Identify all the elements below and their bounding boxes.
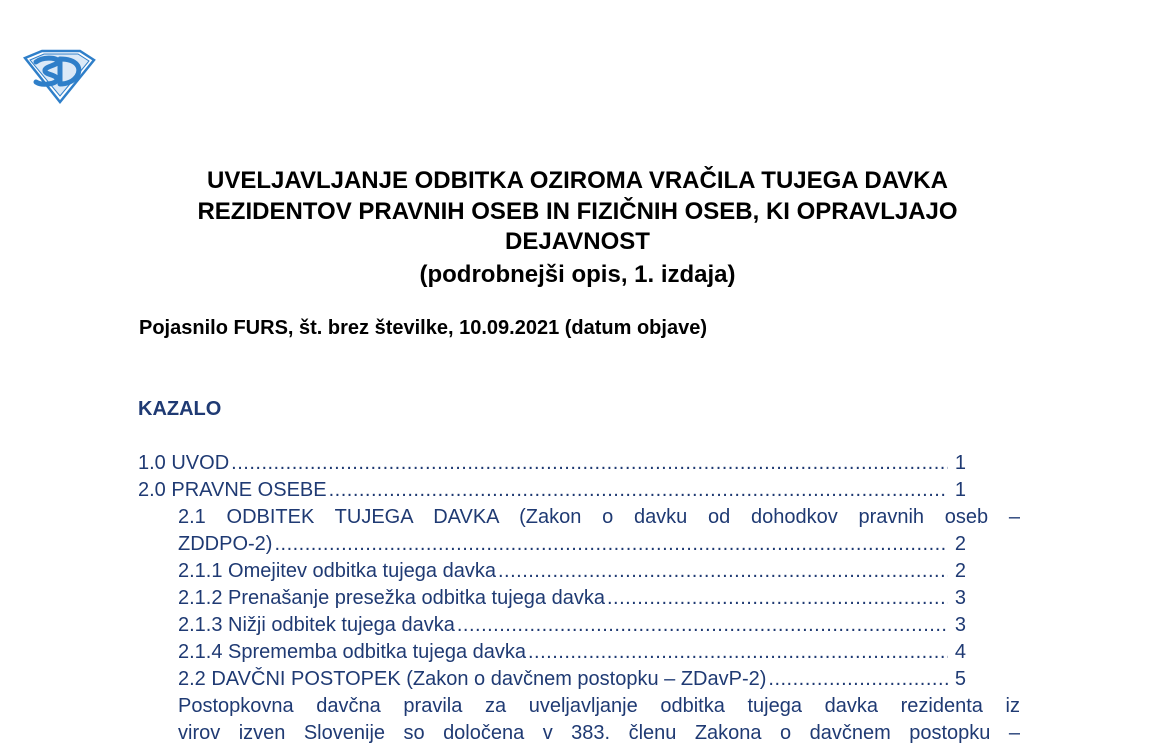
toc-entry-label[interactable]: 2.2 DAVČNI POSTOPEK (Zakon o davčnem postopku – ZDavP-2) <box>178 668 767 690</box>
toc-entry-first-line[interactable]: 2.1 ODBITEK TUJEGA DAVKA (Zakon o davku od dohodkov pravnih oseb – <box>178 506 1020 528</box>
table-of-contents <box>138 450 1020 693</box>
toc-leader-dots <box>528 639 948 666</box>
toc-entry[interactable] <box>138 639 966 666</box>
title-line: DEJAVNOST <box>505 228 650 255</box>
toc-entry[interactable] <box>138 585 966 612</box>
toc-entry-label[interactable]: 2.0 PRAVNE OSEBE <box>138 479 327 501</box>
toc-leader-dots <box>329 477 948 504</box>
toc-page-number: 2 <box>954 533 966 555</box>
toc-entry-label[interactable]: 2.1.1 Omejitev odbitka tujega davka <box>178 560 496 582</box>
toc-leader-dots <box>231 450 948 477</box>
toc-page-number: 5 <box>954 668 966 690</box>
toc-leader-dots <box>457 612 948 639</box>
title-line: REZIDENTOV PRAVNIH OSEB IN FIZIČNIH OSEB, KI OPRAVLJAJO <box>197 197 958 225</box>
toc-page-number: 1 <box>954 452 966 474</box>
toc-entry-label[interactable]: 2.1.2 Prenašanje presežka odbitka tujega davka <box>178 587 605 609</box>
toc-leader-dots <box>768 666 948 693</box>
toc-page-number: 2 <box>954 560 966 582</box>
paragraph-line: virov izven Slovenije so določena v 383. členu Zakona o davčnem postopku – <box>178 722 1020 744</box>
toc-entry[interactable] <box>138 666 966 693</box>
toc-page-number: 1 <box>954 479 966 501</box>
document-title <box>0 166 1156 290</box>
toc-entry[interactable] <box>138 531 966 558</box>
document-subtitle: (podrobnejši opis, 1. izdaja) <box>419 260 736 288</box>
toc-leader-dots <box>274 531 948 558</box>
toc-page-number: 4 <box>954 641 966 663</box>
toc-entry[interactable] <box>138 612 966 639</box>
sd-shield-logo-icon <box>22 48 96 104</box>
toc-leader-dots <box>607 585 948 612</box>
toc-entry-label[interactable]: ZDDPO-2) <box>178 533 273 555</box>
toc-entry[interactable] <box>138 450 966 477</box>
toc-entry-label[interactable]: 2.1.3 Nižji odbitek tujega davka <box>178 614 455 636</box>
toc-heading: KAZALO <box>138 398 222 420</box>
toc-page-number: 3 <box>954 614 966 636</box>
toc-description-paragraph <box>178 693 1020 747</box>
toc-entry-label[interactable]: 2.1.4 Sprememba odbitka tujega davka <box>178 641 526 663</box>
toc-entry[interactable] <box>138 477 966 504</box>
paragraph-line: Postopkovna davčna pravila za uveljavljanje odbitka tujega davka rezidenta iz <box>178 695 1020 717</box>
toc-entry[interactable] <box>138 558 966 585</box>
title-line: UVELJAVLJANJE ODBITKA OZIROMA VRAČILA TUJEGA DAVKA <box>207 167 948 194</box>
source-line: Pojasnilo FURS, št. brez številke, 10.09.2021 (datum objave) <box>139 317 707 339</box>
toc-leader-dots <box>498 558 948 585</box>
toc-page-number: 3 <box>954 587 966 609</box>
toc-entry-label[interactable]: 1.0 UVOD <box>138 452 230 474</box>
